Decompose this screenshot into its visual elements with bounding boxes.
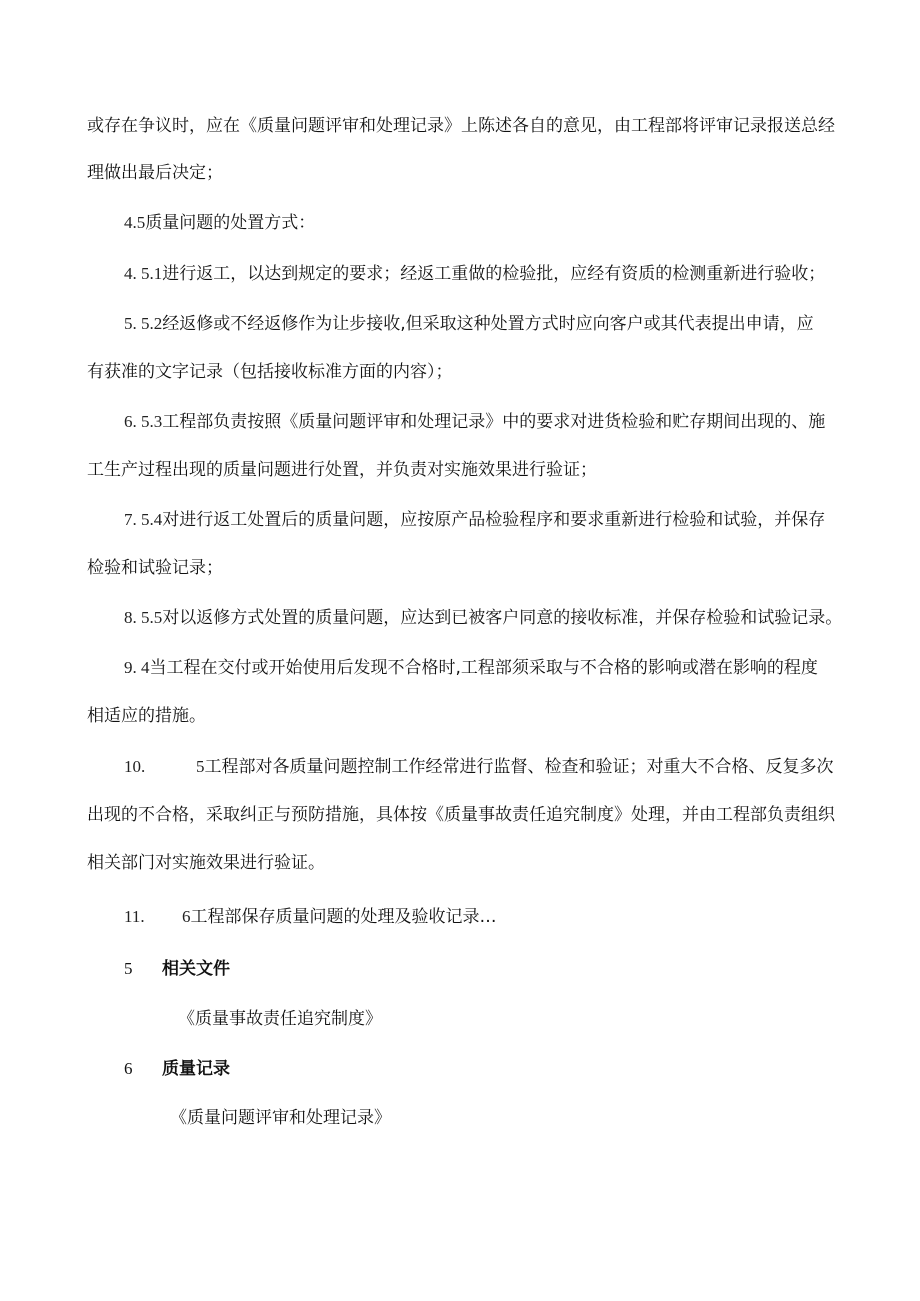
paragraph-line: 检验和试验记录； bbox=[87, 558, 223, 578]
section-number: 6 bbox=[124, 1059, 133, 1078]
clause-5-3 bbox=[124, 410, 825, 434]
clause-4 bbox=[124, 656, 818, 680]
clause-text: 对以返修方式处置的质量问题，应达到已被客户同意的接收标准，并保存检验和试验记录。 bbox=[162, 608, 843, 628]
clause-number: 9. 4 bbox=[124, 658, 150, 677]
paragraph-line: 相适应的措施。 bbox=[87, 706, 206, 726]
paragraph-line: 有获准的文字记录（包括接收标准方面的内容）； bbox=[87, 362, 453, 382]
paragraph-line: 工生产过程出现的质量问题进行处置，并负责对实施效果进行验证； bbox=[87, 460, 597, 480]
clause-text: 工程部对各质量问题控制工作经常进行监督、检查和验证；对重大不合格、反复多次 bbox=[204, 757, 834, 777]
clause-text: 对进行返工处置后的质量问题，应按原产品检验程序和要求重新进行检验和试验，并保存 bbox=[162, 510, 826, 530]
clause-number: 11. bbox=[124, 907, 145, 926]
related-document-item: 《质量事故责任追究制度》 bbox=[178, 1009, 382, 1029]
clause-number: 8. 5.5 bbox=[124, 608, 163, 627]
clause-5-1 bbox=[124, 262, 825, 286]
section-title: 质量记录 bbox=[162, 1059, 230, 1079]
paragraph-line: 或存在争议时，应在《质量问题评审和处理记录》上陈述各自的意见，由工程部将评审记录报送总经 bbox=[87, 116, 835, 136]
clause-5-4 bbox=[124, 508, 825, 532]
clause-text: 工程部负责按照《质量问题评审和处理记录》中的要求对进货检验和贮存期间出现的、施 bbox=[162, 412, 826, 432]
clause-text: 工程部保存质量问题的处理及验收记录… bbox=[190, 907, 497, 927]
paragraph-line: 出现的不合格，采取纠正与预防措施，具体按《质量事故责任追究制度》处理，并由工程部负责组织 bbox=[87, 805, 835, 825]
clause-subnumber: 6 bbox=[182, 907, 191, 926]
clause-number: 10. bbox=[124, 757, 146, 776]
section-heading-6 bbox=[124, 1057, 230, 1081]
clause-5-2 bbox=[124, 312, 814, 336]
clause-number: 7. 5.4 bbox=[124, 510, 163, 529]
clause-4-5 bbox=[124, 211, 315, 235]
paragraph-line: 理做出最后决定； bbox=[87, 163, 223, 183]
clause-number: 6. 5.3 bbox=[124, 412, 163, 431]
section-title: 相关文件 bbox=[162, 959, 230, 979]
clause-5 bbox=[124, 755, 834, 779]
clause-6 bbox=[124, 905, 497, 929]
clause-text: 经返修或不经返修作为让步接收,但采取这种处置方式时应向客户或其代表提出申请，应 bbox=[162, 314, 814, 334]
section-number: 5 bbox=[124, 959, 133, 978]
clause-text: 质量问题的处置方式： bbox=[145, 213, 316, 233]
clause-text: 当工程在交付或开始使用后发现不合格时,工程部须采取与不合格的影响或潜在影响的程度 bbox=[149, 658, 818, 678]
clause-number: 5. 5.2 bbox=[124, 314, 163, 333]
clause-number: 4.5 bbox=[124, 213, 146, 232]
clause-number: 4. 5.1 bbox=[124, 264, 163, 283]
clause-subnumber: 5 bbox=[196, 757, 205, 776]
section-heading-5 bbox=[124, 957, 230, 981]
quality-record-item: 《质量问题评审和处理记录》 bbox=[170, 1108, 391, 1128]
paragraph-line: 相关部门对实施效果进行验证。 bbox=[87, 853, 325, 873]
clause-5-5 bbox=[124, 606, 842, 630]
clause-text: 进行返工，以达到规定的要求；经返工重做的检验批，应经有资质的检测重新进行验收； bbox=[162, 264, 826, 284]
